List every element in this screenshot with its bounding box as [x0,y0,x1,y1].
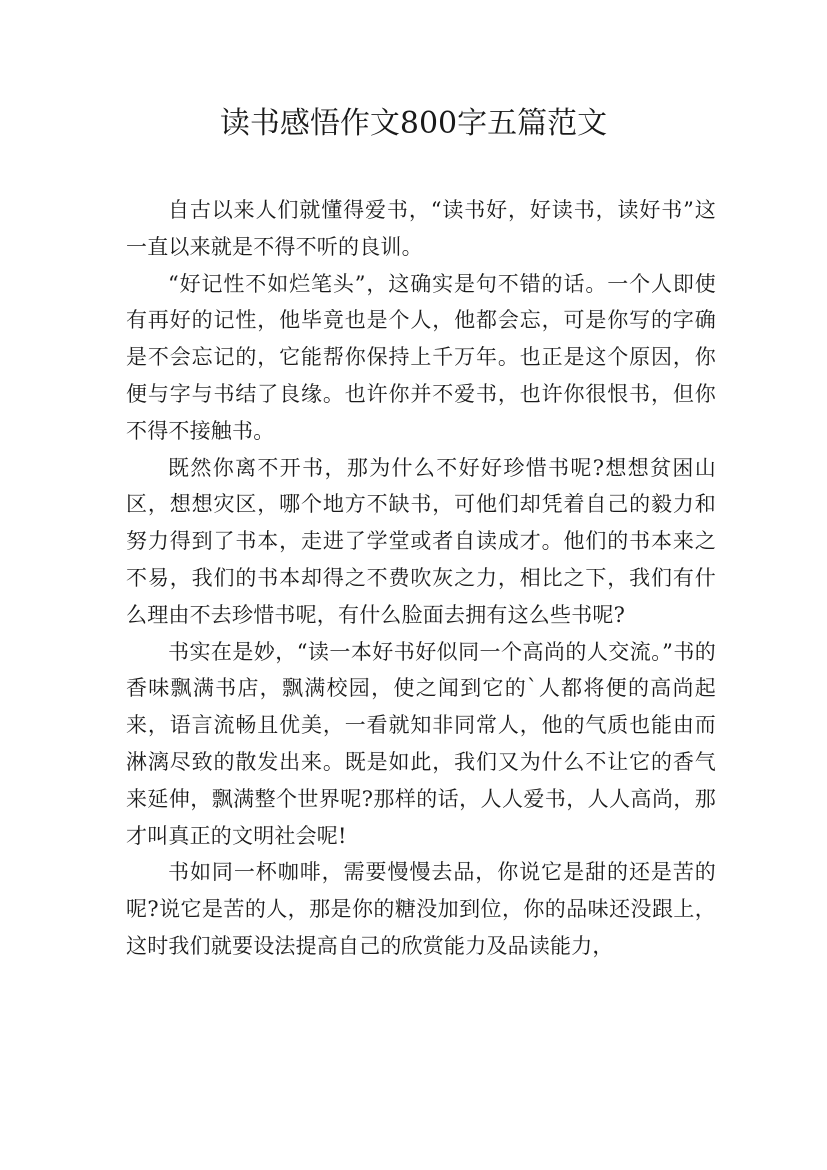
paragraph-4: 书实在是妙，“读一本好书好似同一个高尚的人交流。”书的香味飘满书店，飘满校园，使之闻到它的`人都将便的高尚起来，语言流畅且优美，一看就知非同常人，他的气质也能由而淋漓尽致的散发出来。既是如此，我们又为什么不让它的香气来延伸，飘满整个世界呢?那样的话，人人爱书，人人高尚，那才叫真正的文明社会呢! [126,639,716,848]
paragraph-3: 既然你离不开书，那为什么不好好珍惜书呢?想想贫困山区，想想灾区，哪个地方不缺书，可他们却凭着自己的毅力和努力得到了书本，走进了学堂或者自读成才。他们的书本来之不易，我们的书本却得之不费吹灰之力，相比之下，我们有什么理由不去珍惜书呢，有什么脸面去拥有这么些书呢? [126,455,716,627]
document-body [126,192,716,965]
document-title: 读书感悟作文800字五篇范文 [219,106,608,141]
paragraph-2: “好记性不如烂笔头”，这确实是句不错的话。一个人即使有再好的记性，他毕竟也是个人，他都会忘，可是你写的字确是不会忘记的，它能帮你保持上千万年。也正是这个原因，你便与字与书结了良缘。也许你并不爱书，也许你很恨书，但你不得不接触书。 [126,271,716,443]
paragraph-5: 书如同一杯咖啡，需要慢慢去品，你说它是甜的还是苦的呢?说它是苦的人，那是你的糖没加到位，你的品味还没跟上，这时我们就要设法提高自己的欣赏能力及品读能力， [126,860,716,958]
paragraph-1: 自古以来人们就懂得爱书，“读书好，好读书，读好书”这一直以来就是不得不听的良训。 [126,198,716,259]
